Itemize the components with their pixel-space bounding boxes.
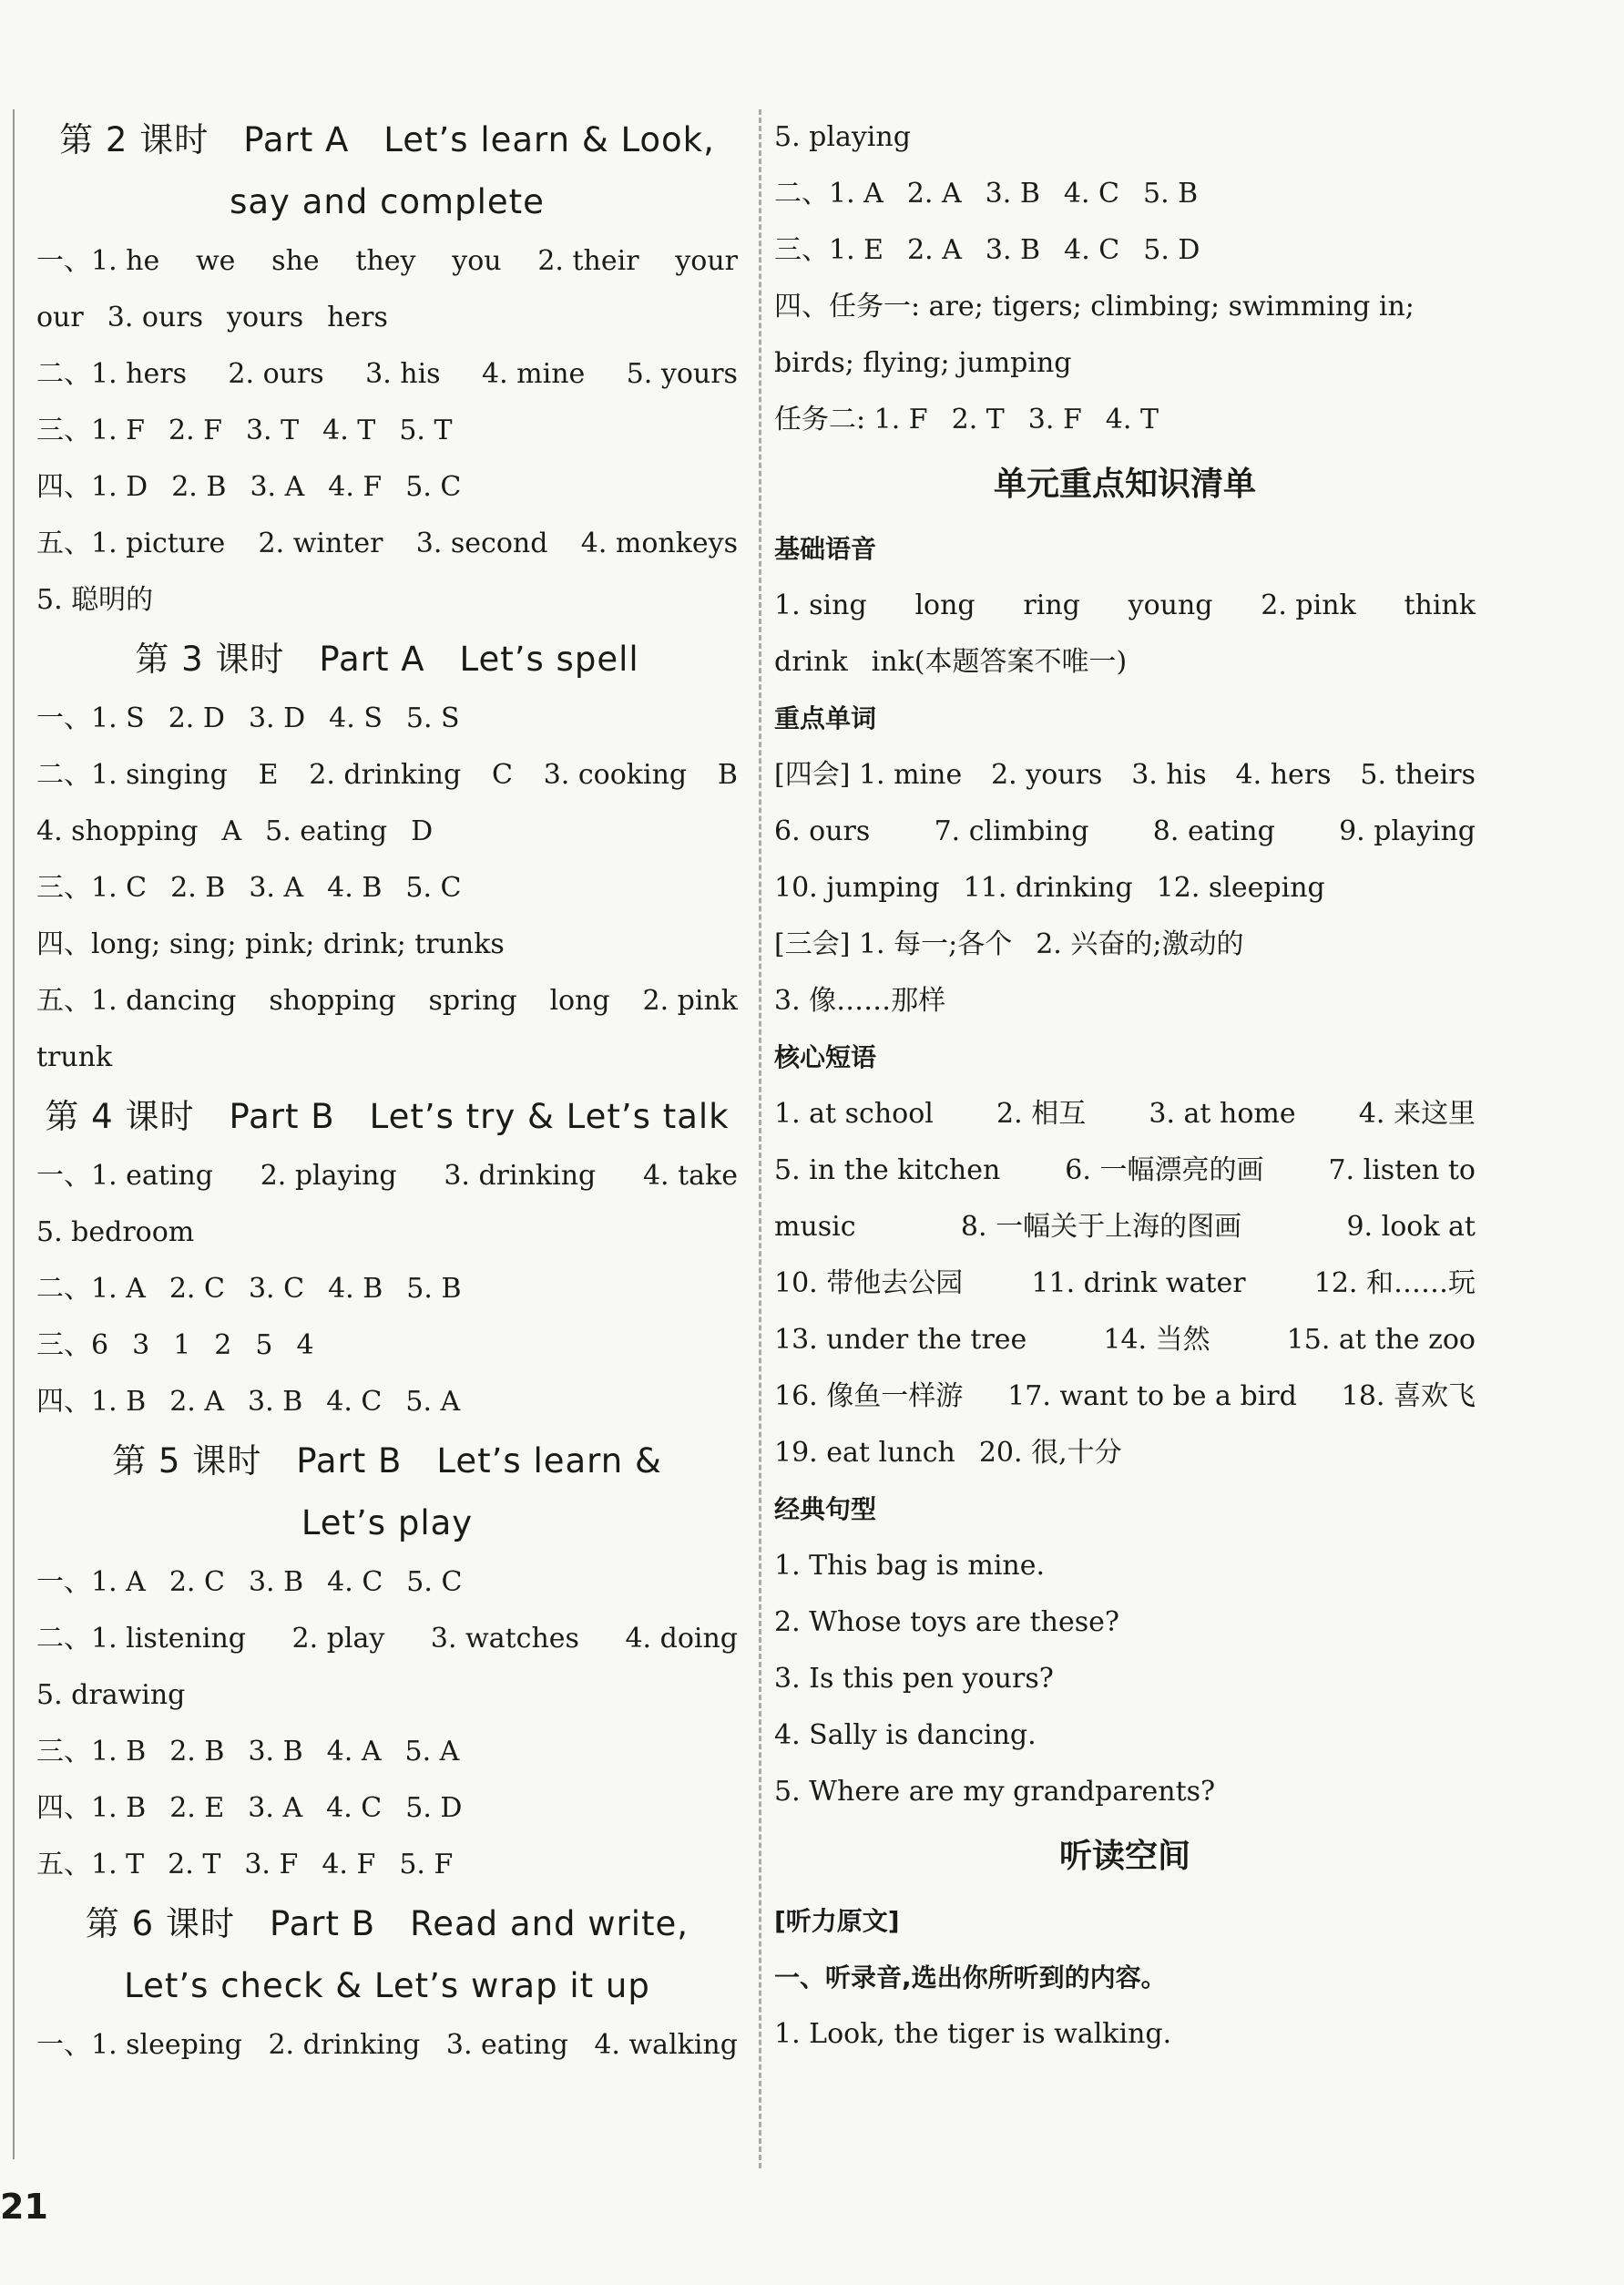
answer-text: she bbox=[271, 245, 320, 277]
answer-text: 2. C bbox=[169, 1566, 225, 1598]
answer-line bbox=[774, 1255, 1476, 1312]
answer-text: 2. play bbox=[291, 1623, 385, 1655]
answer-text: 2. A bbox=[907, 234, 962, 266]
answer-text: they bbox=[355, 245, 416, 277]
answer-line bbox=[774, 1707, 1476, 1764]
answer-text: 5. drawing bbox=[36, 1679, 186, 1711]
answer-text: 9. look at bbox=[1346, 1211, 1476, 1243]
answer-text: 4. shopping bbox=[36, 815, 199, 847]
answer-text: birds; flying; jumping bbox=[774, 347, 1072, 379]
answer-text: 4. C bbox=[326, 1792, 383, 1824]
answer-text: 1. sing bbox=[774, 589, 867, 621]
answer-line bbox=[36, 1780, 738, 1837]
answer-text: 3. his bbox=[1131, 759, 1207, 791]
answer-text: 2. D bbox=[168, 702, 225, 734]
answer-line bbox=[36, 860, 738, 917]
answer-text: 4. F bbox=[322, 1849, 376, 1880]
answer-text: think bbox=[1404, 589, 1476, 621]
answer-line bbox=[36, 1667, 738, 1724]
answer-text: 四、long; sing; pink; drink; trunks bbox=[36, 928, 505, 960]
answer-text: 2. pink bbox=[1261, 589, 1356, 621]
answer-text: 4. mine bbox=[482, 358, 586, 390]
answer-text: 2. A bbox=[906, 178, 962, 210]
answer-text: 2. B bbox=[169, 1736, 225, 1768]
answer-text: 一、1. S bbox=[36, 702, 145, 734]
answer-text: 2. C bbox=[169, 1273, 225, 1305]
answer-text: 一、1. A bbox=[36, 1566, 146, 1598]
section-title: 单元重点知识清单 bbox=[993, 466, 1256, 503]
answer-text: hers bbox=[327, 302, 388, 333]
answer-text: 二、1. hers bbox=[36, 358, 187, 390]
answer-line bbox=[36, 804, 738, 860]
answer-text: 1. This bag is mine. bbox=[774, 1550, 1046, 1582]
answer-text: 5. A bbox=[405, 1386, 461, 1418]
answer-line bbox=[36, 346, 738, 403]
answer-text: 四、1. D bbox=[36, 471, 148, 503]
answer-text: 3. eating bbox=[445, 2029, 568, 2061]
answer-line bbox=[774, 109, 1476, 166]
answer-text: E bbox=[258, 759, 279, 791]
answer-text: 5. C bbox=[405, 872, 462, 904]
answer-line bbox=[774, 166, 1476, 222]
answer-line bbox=[36, 403, 738, 459]
answer-line bbox=[774, 1425, 1476, 1481]
answer-line bbox=[36, 1317, 738, 1374]
answer-text: 4. C bbox=[327, 1566, 383, 1598]
answer-text: 3. A bbox=[248, 1792, 303, 1824]
answer-text: 3. drinking bbox=[444, 1160, 597, 1192]
answer-text: C bbox=[491, 759, 513, 791]
answer-line bbox=[36, 290, 738, 346]
answer-line bbox=[774, 279, 1476, 335]
answer-text: 2. B bbox=[171, 471, 227, 503]
answer-text: 二、1. listening bbox=[36, 1623, 246, 1655]
answer-text: 二、1. A bbox=[36, 1273, 146, 1305]
answer-text: D bbox=[411, 815, 434, 847]
answer-line bbox=[36, 747, 738, 804]
right-column bbox=[774, 109, 1476, 2063]
column-divider bbox=[759, 109, 761, 2168]
answer-text: 4. doing bbox=[625, 1623, 738, 1655]
answer-text: 16. 像鱼一样游 bbox=[774, 1380, 964, 1412]
answer-text: 3. F bbox=[1027, 404, 1082, 435]
answer-text: 5. theirs bbox=[1360, 759, 1476, 791]
answer-text: 8. 一幅关于上海的图画 bbox=[960, 1211, 1242, 1243]
answer-text: 2. 兴奋的;激动的 bbox=[1036, 928, 1244, 960]
lesson-heading: 第 5 课时 Part B Let’s learn & bbox=[112, 1441, 662, 1481]
answer-text: 2. their bbox=[537, 245, 639, 277]
answer-line bbox=[36, 1724, 738, 1780]
answer-text: 3. ours bbox=[107, 302, 204, 333]
subsection-label: 一、听录音,选出你所听到的内容。 bbox=[774, 1962, 1167, 1993]
answer-text: 4. C bbox=[326, 1386, 383, 1418]
answer-text: 3. A bbox=[249, 872, 304, 904]
answer-text: 3. at home bbox=[1149, 1098, 1296, 1130]
answer-line bbox=[774, 1086, 1476, 1142]
answer-text: 三、1. B bbox=[36, 1736, 147, 1768]
answer-text: 3. B bbox=[248, 1566, 304, 1598]
answer-text: 5. B bbox=[1143, 178, 1199, 210]
answer-text: 14. 当然 bbox=[1103, 1324, 1210, 1356]
answer-line bbox=[774, 860, 1476, 917]
answer-text: 二、1. A bbox=[774, 178, 883, 210]
answer-text: 3 bbox=[132, 1329, 150, 1361]
answer-text: 4. A bbox=[326, 1736, 382, 1768]
answer-text: 20. 很,十分 bbox=[978, 1437, 1122, 1469]
answer-text: you bbox=[452, 245, 502, 277]
answer-text: 三、1. C bbox=[36, 872, 148, 904]
answer-text: 3. B bbox=[248, 1386, 303, 1418]
answer-text: 4. walking bbox=[594, 2029, 738, 2061]
answer-text: your bbox=[675, 245, 738, 277]
answer-line bbox=[36, 572, 738, 629]
answer-text: 4. B bbox=[327, 872, 383, 904]
answer-text: 19. eat lunch bbox=[774, 1437, 955, 1469]
answer-text: 5. eating bbox=[265, 815, 388, 847]
answer-text: 3. F bbox=[244, 1849, 299, 1880]
answer-text: 5. in the kitchen bbox=[774, 1154, 1001, 1186]
answer-text: 4. monkeys bbox=[580, 528, 738, 559]
answer-line bbox=[36, 1374, 738, 1430]
answer-text: 7. climbing bbox=[934, 815, 1089, 847]
answer-text: 4. B bbox=[328, 1273, 383, 1305]
answer-text: 5. A bbox=[404, 1736, 460, 1768]
answer-line bbox=[36, 1148, 738, 1204]
answer-text: 二、1. singing bbox=[36, 759, 228, 791]
answer-text: 5. 聪明的 bbox=[36, 584, 154, 616]
answer-text: 3. B bbox=[985, 178, 1040, 210]
answer-text: 5. yours bbox=[626, 358, 738, 390]
answer-line bbox=[774, 1199, 1476, 1255]
answer-text: 三、6 bbox=[36, 1329, 109, 1361]
answer-text: long bbox=[549, 985, 610, 1017]
answer-line bbox=[774, 1538, 1476, 1594]
answer-text: 四、1. B bbox=[36, 1792, 147, 1824]
answer-text: 3. C bbox=[248, 1273, 305, 1305]
lesson-heading: 第 2 课时 Part A Let’s learn & Look, bbox=[59, 120, 715, 159]
answer-text: 4 bbox=[296, 1329, 314, 1361]
answer-line bbox=[774, 2006, 1476, 2063]
answer-text: 5. Where are my grandparents? bbox=[774, 1776, 1216, 1808]
answer-text: 1. at school bbox=[774, 1098, 934, 1130]
answer-line bbox=[774, 634, 1476, 691]
answer-text: 2. E bbox=[169, 1792, 225, 1824]
answer-line bbox=[36, 1837, 738, 1893]
answer-text: 6. 一幅漂亮的画 bbox=[1065, 1154, 1264, 1186]
answer-line bbox=[774, 1651, 1476, 1707]
answer-text: 15. at the zoo bbox=[1286, 1324, 1476, 1356]
lesson-heading: Let’s play bbox=[301, 1503, 474, 1542]
answer-text: 3. second bbox=[415, 528, 548, 559]
answer-text: 4. T bbox=[1105, 404, 1159, 435]
answer-text: 2. Whose toys are these? bbox=[774, 1606, 1119, 1638]
lesson-heading: 第 6 课时 Part B Read and write, bbox=[85, 1904, 689, 1943]
answer-text: B bbox=[717, 759, 738, 791]
answer-text: 3. his bbox=[365, 358, 441, 390]
answer-text: drink bbox=[774, 646, 848, 678]
lesson-heading: 第 3 课时 Part A Let’s spell bbox=[135, 640, 639, 679]
answer-line bbox=[774, 578, 1476, 634]
answer-text: 8. eating bbox=[1152, 815, 1275, 847]
answer-text: 三、1. E bbox=[774, 234, 884, 266]
answer-text: yours bbox=[227, 302, 304, 333]
answer-line bbox=[36, 2017, 738, 2074]
answer-text: music bbox=[774, 1211, 856, 1243]
subsection-label: [听力原文] bbox=[774, 1906, 900, 1936]
answer-text: [四会] 1. mine bbox=[774, 759, 963, 791]
answer-line bbox=[774, 917, 1476, 973]
answer-text: 5. C bbox=[405, 471, 462, 503]
answer-text: 三、1. F bbox=[36, 415, 145, 446]
answer-line bbox=[774, 222, 1476, 279]
answer-text: 五、1. T bbox=[36, 1849, 145, 1880]
answer-text: 4. C bbox=[1063, 178, 1119, 210]
answer-text: 10. jumping bbox=[774, 872, 940, 904]
answer-text: 2 bbox=[214, 1329, 232, 1361]
answer-text: 3. B bbox=[248, 1736, 303, 1768]
answer-line bbox=[774, 804, 1476, 860]
answer-text: 一、1. sleeping bbox=[36, 2029, 242, 2061]
answer-text: 11. drink water bbox=[1031, 1267, 1246, 1299]
answer-text: 4. F bbox=[328, 471, 383, 503]
answer-text: 6. ours bbox=[774, 815, 871, 847]
answer-line bbox=[36, 1204, 738, 1261]
answer-line bbox=[774, 1142, 1476, 1199]
answer-text: shopping bbox=[269, 985, 396, 1017]
answer-text: 5. S bbox=[405, 702, 460, 734]
answer-text: 3. T bbox=[245, 415, 300, 446]
answer-text: 5. bedroom bbox=[36, 1216, 195, 1248]
answer-text: 5. F bbox=[399, 1849, 454, 1880]
answer-text: 3. B bbox=[985, 234, 1041, 266]
answer-text: 12. sleeping bbox=[1156, 872, 1325, 904]
answer-text: we bbox=[195, 245, 236, 277]
answer-text: 5. D bbox=[405, 1792, 463, 1824]
answer-text: 2. A bbox=[169, 1386, 225, 1418]
lesson-heading: 第 4 课时 Part B Let’s try & Let’s talk bbox=[45, 1097, 730, 1136]
answer-line bbox=[774, 1594, 1476, 1651]
answer-text: 5 bbox=[255, 1329, 273, 1361]
subsection-label: 重点单词 bbox=[774, 703, 877, 733]
answer-line bbox=[36, 459, 738, 516]
answer-text: trunk bbox=[36, 1041, 113, 1073]
answer-text: ring bbox=[1023, 589, 1080, 621]
answer-text: 11. drinking bbox=[963, 872, 1133, 904]
answer-text: 12. 和……玩 bbox=[1313, 1267, 1476, 1299]
answer-line bbox=[36, 1611, 738, 1667]
answer-text: 13. under the tree bbox=[774, 1324, 1027, 1356]
left-column bbox=[36, 109, 738, 2074]
answer-text: 3. Is this pen yours? bbox=[774, 1663, 1054, 1695]
answer-text: 2. T bbox=[168, 1849, 221, 1880]
answer-line bbox=[36, 516, 738, 572]
answer-text: 2. pink bbox=[642, 985, 738, 1017]
answer-text: 2. yours bbox=[991, 759, 1103, 791]
answer-text: 3. cooking bbox=[543, 759, 688, 791]
answer-text: [三会] 1. 每一;各个 bbox=[774, 928, 1013, 960]
answer-text: 5. D bbox=[1143, 234, 1200, 266]
answer-text: 1 bbox=[173, 1329, 191, 1361]
answer-text: 2. playing bbox=[260, 1160, 397, 1192]
answer-text: 5. T bbox=[399, 415, 453, 446]
answer-text: 1. Look, the tiger is walking. bbox=[774, 2018, 1172, 2050]
answer-text: 3. watches bbox=[430, 1623, 579, 1655]
answer-text: 3. A bbox=[250, 471, 305, 503]
answer-text: 10. 带他去公园 bbox=[774, 1267, 964, 1299]
answer-text: 2. B bbox=[170, 872, 226, 904]
answer-line bbox=[36, 233, 738, 290]
answer-text: ink(本题答案不唯一) bbox=[871, 646, 1128, 678]
answer-text: 一、1. eating bbox=[36, 1160, 213, 1192]
answer-text: 4. 来这里 bbox=[1358, 1098, 1476, 1130]
answer-text: 2. ours bbox=[228, 358, 324, 390]
answer-text: A bbox=[221, 815, 242, 847]
answer-line bbox=[36, 691, 738, 747]
answer-text: 4. S bbox=[329, 702, 383, 734]
page-edge-line bbox=[13, 109, 15, 2159]
answer-line bbox=[36, 917, 738, 973]
answer-line bbox=[36, 1030, 738, 1086]
answer-text: long bbox=[914, 589, 975, 621]
subsection-label: 经典句型 bbox=[774, 1494, 877, 1524]
answer-text: 4. C bbox=[1064, 234, 1120, 266]
answer-text: spring bbox=[428, 985, 517, 1017]
lesson-heading: Let’s check & Let’s wrap it up bbox=[124, 1966, 650, 2005]
subsection-label: 基础语音 bbox=[774, 534, 877, 564]
answer-text: 5. playing bbox=[774, 121, 911, 153]
answer-text: 9. playing bbox=[1339, 815, 1476, 847]
answer-text: 2. 相互 bbox=[996, 1098, 1087, 1130]
subsection-label: 核心短语 bbox=[774, 1042, 877, 1072]
answer-text: 3. D bbox=[248, 702, 306, 734]
answer-text: our bbox=[36, 302, 84, 333]
answer-text: 4. T bbox=[322, 415, 376, 446]
answer-line bbox=[36, 973, 738, 1030]
answer-text: 4. hers bbox=[1235, 759, 1332, 791]
section-title: 听读空间 bbox=[1058, 1838, 1190, 1875]
answer-text: 2. T bbox=[951, 404, 1005, 435]
answer-text: 五、1. picture bbox=[36, 528, 226, 559]
answer-line bbox=[36, 1554, 738, 1611]
answer-text: 2. drinking bbox=[309, 759, 462, 791]
answer-text: 18. 喜欢飞 bbox=[1341, 1380, 1476, 1412]
answer-text: 五、1. dancing bbox=[36, 985, 237, 1017]
answer-line bbox=[774, 747, 1476, 804]
answer-text: 7. listen to bbox=[1328, 1154, 1476, 1186]
answer-text: 4. Sally is dancing. bbox=[774, 1719, 1037, 1751]
answer-line bbox=[774, 973, 1476, 1030]
lesson-heading: say and complete bbox=[230, 182, 545, 221]
answer-line bbox=[774, 335, 1476, 392]
answer-text: 17. want to be a bird bbox=[1007, 1380, 1297, 1412]
answer-text: 2. F bbox=[168, 415, 222, 446]
answer-line bbox=[774, 392, 1476, 448]
answer-text: 5. C bbox=[406, 1566, 463, 1598]
answer-line bbox=[774, 1368, 1476, 1425]
answer-text: 任务二: 1. F bbox=[774, 404, 928, 435]
answer-text: young bbox=[1128, 589, 1213, 621]
answer-line bbox=[36, 1261, 738, 1317]
answer-line bbox=[774, 1312, 1476, 1368]
answer-text: 5. B bbox=[406, 1273, 462, 1305]
answer-text: 4. take bbox=[642, 1160, 738, 1192]
answer-text: 四、任务一: are; tigers; climbing; swimming in; bbox=[774, 291, 1415, 323]
page-number: 21 bbox=[0, 2187, 48, 2227]
answer-text: 一、1. he bbox=[36, 245, 160, 277]
answer-text: 2. drinking bbox=[268, 2029, 421, 2061]
answer-line bbox=[774, 1764, 1476, 1820]
answer-text: 四、1. B bbox=[36, 1386, 147, 1418]
answer-text: 3. 像……那样 bbox=[774, 985, 946, 1017]
answer-text: 2. winter bbox=[258, 528, 383, 559]
